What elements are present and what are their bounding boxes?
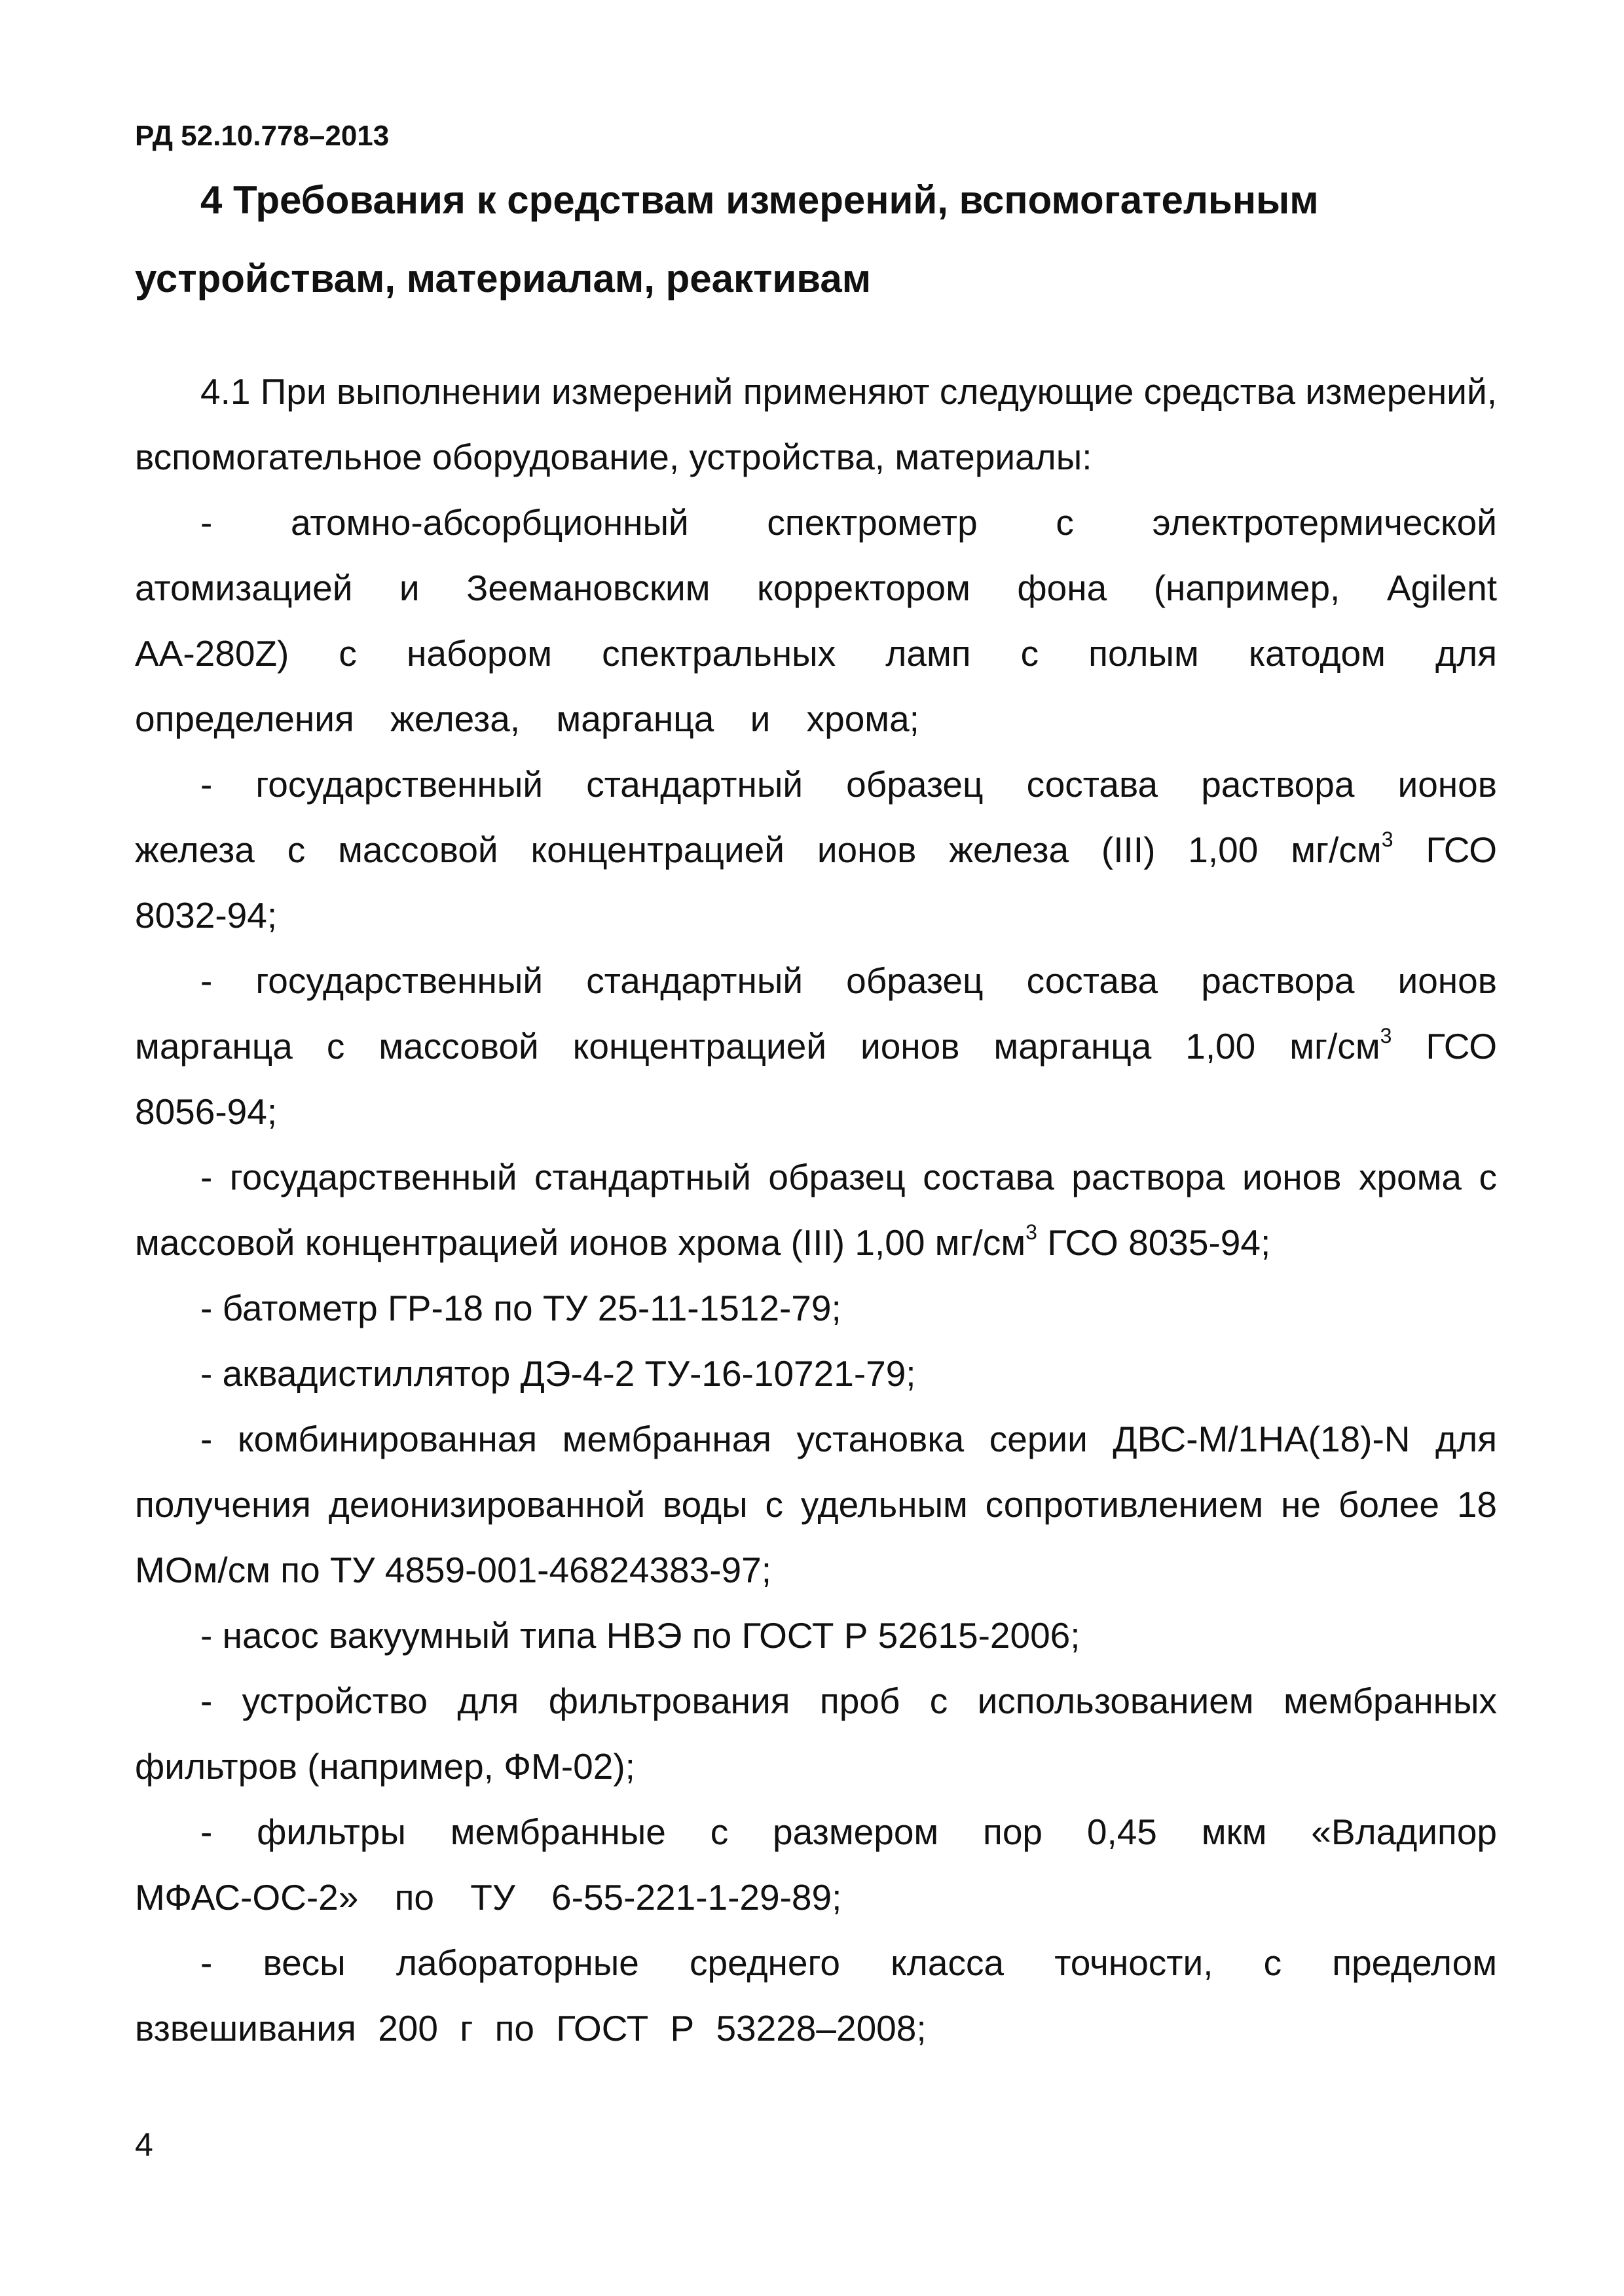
list-item-membrane-filters: - фильтры мембранные с размером пор 0,45 мкм «Владипор МФАС-ОС-2» по ТУ 6-55-221-1-29-89; — [135, 1812, 1497, 1918]
gso-chromium-code: ГСО 8035-94; — [1037, 1222, 1271, 1263]
paragraph-4-1: 4.1 При выполнении измерений применяют следующие средства измерений, вспомогательное оборудование, устройства, материалы: — [135, 371, 1497, 477]
list-item-membrane-unit: - комбинированная мембранная установка серии ДВС-М/1НА(18)-N для получения деионизированной воды с удельным сопротивлением не более 18 МОм/см по ТУ 4859-001-46824383-97; — [135, 1419, 1497, 1590]
section-body — [135, 359, 1497, 2061]
gso-iron-text: - государственный стандартный образец состава раствора ионов железа с массовой концентрацией ионов железа (III) 1,00 мг/см — [135, 764, 1497, 870]
list-item-filter-device: - устройство для фильтрования проб с использованием мембранных фильтров (например, ФМ-02); — [135, 1681, 1497, 1787]
list-item-gso-chromium — [135, 1144, 1497, 1275]
section-title-line-1: 4 Требования к средствам измерений, вспомогательным — [200, 178, 1319, 222]
document-code: РД 52.10.778–2013 — [135, 120, 390, 152]
list-item-gso-iron — [135, 752, 1497, 948]
gso-manganese-text: - государственный стандартный образец состава раствора ионов марганца с массовой концентрацией ионов марганца 1,00 мг/см — [135, 960, 1497, 1066]
list-item-scales: - весы лабораторные среднего класса точности, с пределом взвешивания 200 г по ГОСТ Р 53228–2008; — [135, 1942, 1497, 2049]
gso-manganese-code: ГСО 8056-94; — [135, 1026, 1497, 1132]
gso-manganese-superscript: 3 — [1380, 1024, 1392, 1048]
list-item-spectrometer: - атомно-абсорбционный спектрометр с электротермической атомизацией и Зеемановским корректором фона (например, Agilent AA-280Z) с набором спектральных ламп с полым катодом для определения железа, марганца и хрома; — [135, 502, 1497, 739]
section-title-line-2: устройствам, материалам, реактивам — [135, 257, 872, 301]
list-item-distiller: - аквадистиллятор ДЭ-4-2 ТУ-16-10721-79; — [200, 1353, 916, 1394]
list-item-bathometer: - батометр ГР-18 по ТУ 25-11-1512-79; — [200, 1288, 841, 1328]
list-item-vacuum-pump: - насос вакуумный типа НВЭ по ГОСТ Р 52615-2006; — [200, 1615, 1080, 1656]
page-number: 4 — [135, 2126, 153, 2163]
list-item-gso-manganese — [135, 948, 1497, 1144]
section-title — [135, 161, 1504, 318]
gso-chromium-text: - государственный стандартный образец состава раствора ионов хрома с массовой концентрацией ионов хрома (III) 1,00 мг/см — [135, 1157, 1497, 1263]
gso-iron-superscript: 3 — [1381, 828, 1393, 851]
gso-chromium-superscript: 3 — [1025, 1220, 1037, 1244]
gso-iron-code: ГСО 8032-94; — [135, 829, 1497, 936]
